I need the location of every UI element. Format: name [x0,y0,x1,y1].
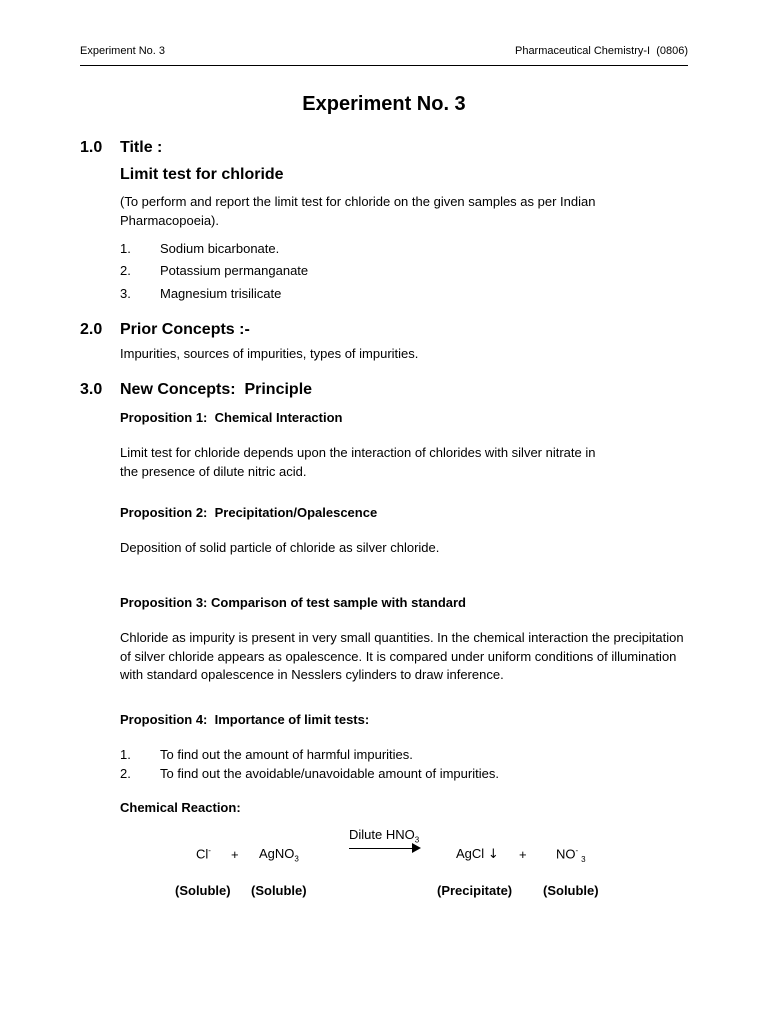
sample-item: Sodium bicarbonate. [160,241,280,256]
reaction-condition: Dilute $HNO_3$ [349,827,420,845]
section-2-number: 2.0 [80,321,103,338]
state-label: (Soluble) [175,883,231,898]
proposition-heading: Proposition 1: Chemical Interaction [120,410,343,425]
header-course-label: Pharmaceutical Chemistry-I (0806) [514,45,688,57]
sample-number: 3. [120,286,131,301]
experiment-description: (To perform and report the limit test for chloride on the given samples as per Indian Pharmacopoeia). [120,194,596,228]
proposition-heading: Proposition 3: Comparison of test sample with standard [120,595,466,610]
sample-item: Magnesium trisilicate [160,286,282,301]
arrow-head-icon [412,843,421,853]
proposition-heading: Proposition 2: Precipitation/Opalescence [120,505,378,520]
proposition-text: Chloride as impurity is present in very small quantities. In the chemical interaction the precipitation of silver chloride appears as opalescence. It is compared under uniform conditions of illumination with standard opalescence in Nesslers cylinders to draw inference. [120,630,684,682]
state-label: (Soluble) [543,883,599,898]
reaction-heading: Chemical Reaction: [120,800,241,815]
proposition-text: Deposition of solid particle of chloride as silver chloride. [120,540,440,555]
chloride-ion: Cl- [196,846,211,862]
importance-number: 1. [120,747,131,762]
experiment-subtitle: Limit test for chloride [120,166,284,183]
state-label: (Soluble) [251,883,307,898]
silver-chloride: AgCl ↓ [456,846,499,862]
plus-sign: + [519,847,527,862]
importance-item: To find out the avoidable/unavoidable amount of impurities. [160,766,499,781]
sample-number: 1. [120,241,131,256]
importance-item: To find out the amount of harmful impurities. [160,747,413,762]
section-2-heading: Prior Concepts :- [120,321,250,338]
state-label: (Precipitate) [437,883,513,898]
section-1-heading: Title : [120,139,163,156]
header-divider [80,65,688,66]
proposition-heading: Proposition 4: Importance of limit tests: [120,712,370,727]
proposition-text: Limit test for chloride depends upon the interaction of chlorides with silver nitrate in the presence of dilute nitric acid. [120,445,596,479]
section-3-heading: New Concepts: Principle [120,381,313,398]
nitrate-ion: $NO^-_3$ [556,846,586,864]
silver-nitrate: AgNO$_3$ [259,846,299,864]
header-experiment-label: Experiment No. 3 [80,45,165,57]
sample-item: Potassium permanganate [160,263,309,278]
section-1-number: 1.0 [80,139,103,156]
page-title: Experiment No. 3 [302,93,466,115]
reaction-arrow [349,848,413,849]
prior-concepts-text: Impurities, sources of impurities, types of impurities. [120,346,419,361]
plus-sign: + [231,847,239,862]
section-3-number: 3.0 [80,381,103,398]
importance-number: 2. [120,766,131,781]
sample-number: 2. [120,263,131,278]
precipitate-arrow-icon: ↓ [487,847,499,862]
